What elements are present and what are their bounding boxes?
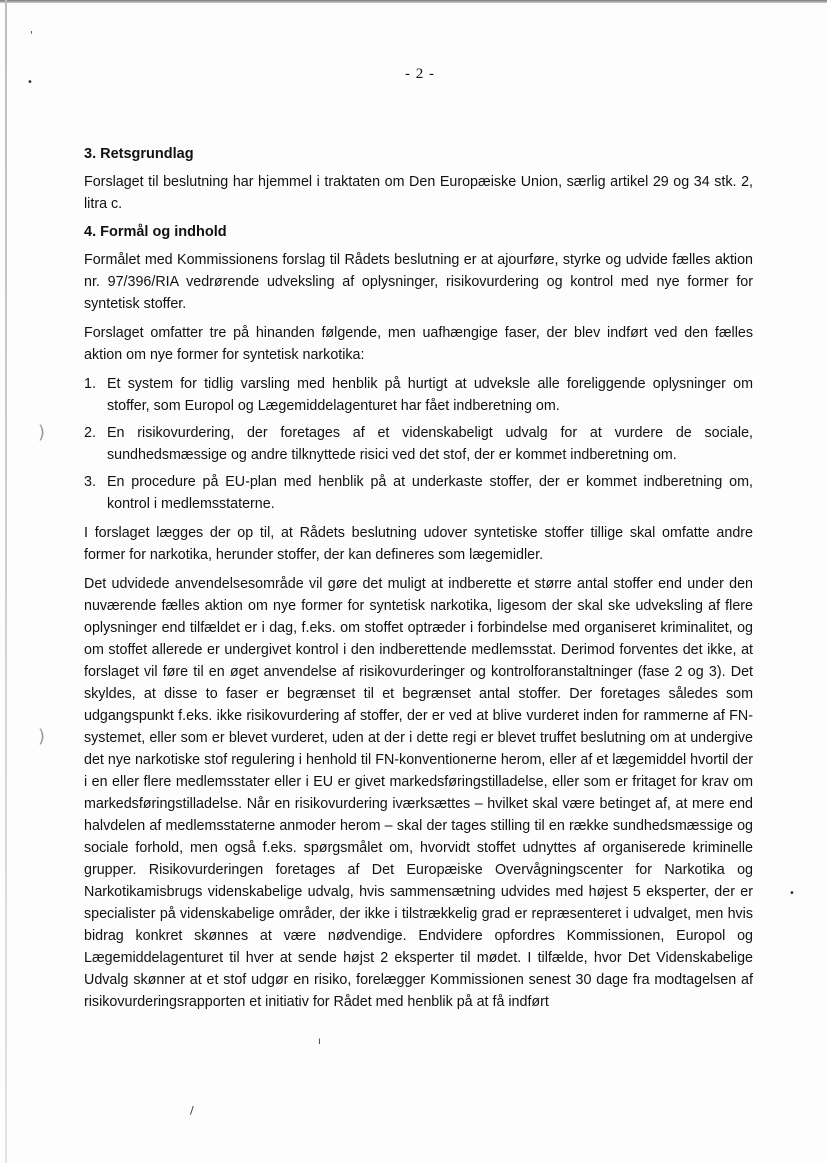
scan-speck: ı (318, 1036, 321, 1047)
scan-speck: / (190, 1104, 194, 1117)
paragraph: I forslaget lægges der op til, at Rådets beslutning udover syntetiske stoffer tillige skal omfatte andre former for narkotika, herunder stoffer, der kan defineres som lægemidler. (84, 525, 753, 563)
scan-top-edge (0, 0, 827, 3)
scan-speck: • (27, 77, 33, 88)
punch-hole-mark: ) (38, 726, 46, 747)
list-item-text: Et system for tidlig varsling med henblik på hurtigt at udveksle alle foreliggende oplysninger om stoffer, som Europol og Lægemiddelagenturet har fået indberetning om. (107, 376, 753, 414)
list-item (84, 471, 753, 515)
section-heading: 3. Retsgrundlag (84, 146, 194, 162)
scan-speck: • (789, 888, 795, 899)
list-item (84, 422, 753, 466)
paragraph: Forslaget til beslutning har hjemmel i traktaten om Den Europæiske Union, særlig artikel 29 og 34 stk. 2, litra c. (84, 174, 753, 212)
list-item-text: En risikovurdering, der foretages af et videnskabeligt udvalg for at vurdere de sociale, sundhedsmæssige og andre tilknyttede risici ved det stof, der er kommet indberetning om. (107, 425, 753, 463)
paragraph: Forslaget omfatter tre på hinanden følgende, men uafhængige faser, der blev indført ved den fælles aktion om nye former for syntetisk narkotika: (84, 325, 753, 363)
list-number: 2. (84, 425, 96, 441)
document-body (84, 144, 753, 1020)
paragraph: Det udvidede anvendelsesområde vil gøre det muligt at indberette et større antal stoffer end under den nuværende fælles aktion om nye former for syntetisk narkotika, ligesom der skal ske udveksling af flere oplysninger end tilfældet er i dag, f.eks. om stoffet optræder i forbindelse med organiseret kriminalitet, og om stoffet allerede er undergivet kontrol i den indberettende medlemsstat. Derimod forventes det ikke, at forslaget vil føre til en øget anvendelse af risikovurderinger og kontrolforanstaltninger (fase 2 og 3). Det skyldes, at disse to faser er begrænset til et begrænset antal stoffer. Der foretages således som udgangspunkt f.eks. ikke risikovurdering af stoffer, der er ved at blive vurderet inden for rammerne af FN-systemet, eller som er blevet vurderet, uden at der i dette regi er blevet truffet beslutning om at undergive det nye narkotiske stof regulering i henhold til FN-konventionerne herom, eller af et lægemiddel hvortil der i en eller flere medlemsstater eller i EU er givet markedsføringstilladelse, eller som er fritaget for krav om markedsføringstilladelse. Når en risikovurdering iværksættes – hvilket skal være betinget af, at mere end halvdelen af medlemsstaterne anmoder herom – skal der tages stilling til en række sundhedsmæssige og sociale forhold, men også f.eks. spørgsmålet om, hvorvidt stoffet udnyttes af organiserede kriminelle grupper. Risikovurderingen foretages af Det Europæiske Overvågningscenter for Narkotika og Narkotikamisbrugs videnskabelige udvalg, hvis sammensætning udvides med højest 5 eksperter, der er specialister på videnskabelige områder, der ikke i tilstrækkelig grad er repræsenteret i udvalget, men hvis bidrag konkret skønnes at være nødvendige. Endvidere opfordres Kommissionen, Europol og Lægemiddelagenturet til hver at sende højst 2 eksperter til mødet. I tilfælde, hvor Det Videnskabelige Udvalg skønner at et stof udgør en risiko, forelægger Kommissionen senest 30 dage fra modtagelsen af risikovurderingsrapporten et initiativ for Rådet med henblik på at få indført (84, 576, 753, 1010)
section-heading: 4. Formål og indhold (84, 224, 227, 240)
list-item (84, 373, 753, 417)
punch-hole-mark: ) (38, 422, 46, 443)
list-number: 1. (84, 376, 96, 392)
paragraph: Formålet med Kommissionens forslag til Rådets beslutning er at ajourføre, styrke og udvide fælles aktion nr. 97/396/RIA vedrørende udveksling af oplysninger, risikovurdering og kontrol med nye former for syntetisk stoffer. (84, 252, 753, 312)
list-item-text: En procedure på EU-plan med henblik på at underkaste stoffer, der er kommet indberetning om, kontrol i medlemsstaterne. (107, 474, 753, 512)
phase-list (84, 373, 753, 515)
page-number: - 2 - (405, 66, 435, 82)
scan-left-edge (5, 0, 7, 1163)
list-number: 3. (84, 474, 96, 490)
scan-speck: ' (30, 30, 33, 41)
section-retsgrundlag (84, 144, 753, 215)
section-formaal-og-indhold (84, 222, 753, 1013)
